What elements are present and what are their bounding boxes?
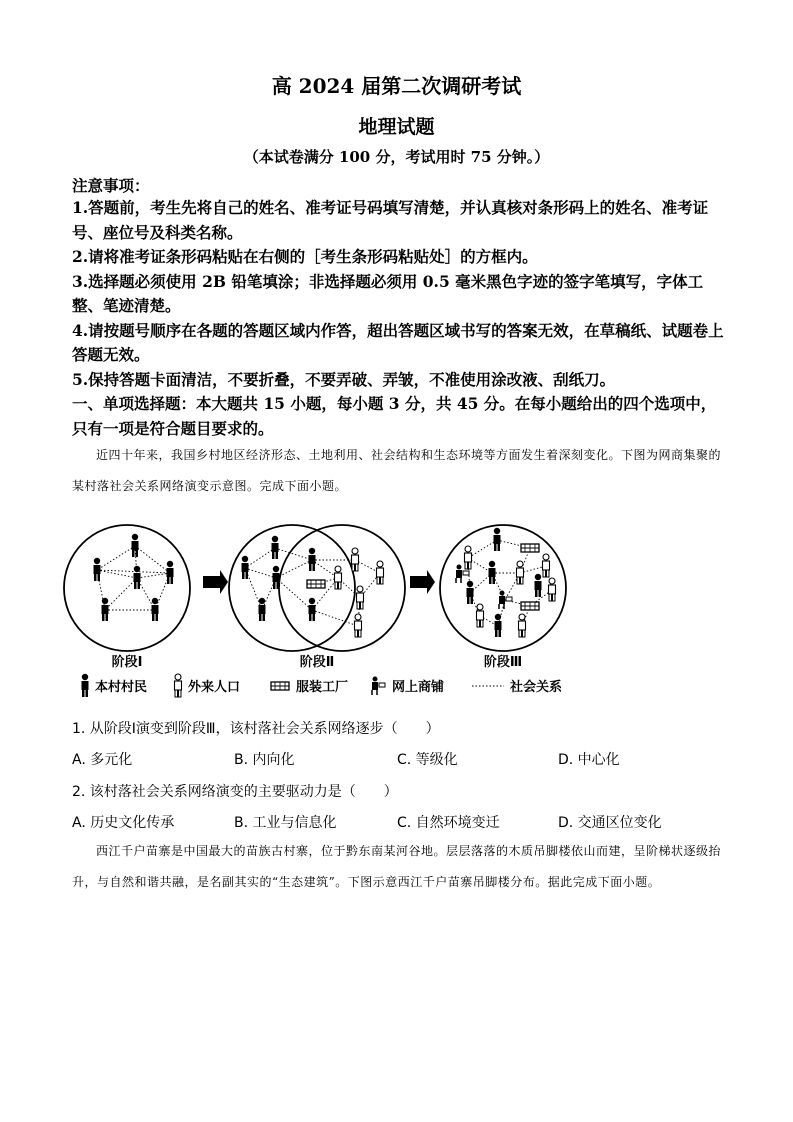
stage-label: 阶段Ⅰ: [111, 655, 143, 670]
question-1-option-c[interactable]: C. 等级化: [397, 752, 458, 768]
notice-heading: 注意事项：: [72, 176, 150, 195]
exam-title: 高 2024 届第二次调研考试: [271, 74, 522, 98]
question-1-option-d[interactable]: D. 中心化: [558, 752, 620, 768]
arrow-icon: [203, 570, 228, 594]
legend-relation: 社会关系: [510, 680, 563, 695]
question-2-option-c[interactable]: C. 自然环境变迁: [397, 815, 500, 831]
question-2-option-d[interactable]: D. 交通区位变化: [558, 815, 662, 831]
factory-icon: [271, 682, 289, 690]
question-2-option-b[interactable]: B. 工业与信息化: [234, 815, 337, 831]
figure-legend: [82, 674, 563, 697]
online-shop-icon: [372, 677, 385, 696]
notice-item: 4.请按题号顺序在各题的答题区域内作答，超出答题区域书写的答案无效，在草稿纸、试题卷上答题无效。: [72, 320, 724, 364]
legend-factory: 服装工厂: [296, 680, 349, 695]
local-villager-icon: [82, 674, 89, 697]
stage-2-network: [229, 525, 405, 651]
network-evolution-figure: [60, 518, 740, 703]
notice-item: 2.请将准考证条形码粘贴在右侧的［考生条形码粘贴处］的方框内。: [72, 247, 538, 266]
subject-title: 地理试题: [358, 116, 435, 138]
question-1-stem: 1. 从阶段Ⅰ演变到阶段Ⅲ，该村落社会关系网络逐步（ ）: [72, 721, 440, 737]
migrant-icon: [175, 674, 182, 697]
notice-item: 1.答题前，考生先将自己的姓名、准考证号码填写清楚，并认真核对条形码上的姓名、准考证号、座位号及科类名称。: [72, 198, 709, 242]
stage-label: 阶段Ⅱ: [299, 655, 335, 670]
question-2-stem: 2. 该村落社会关系网络演变的主要驱动力是（ ）: [72, 784, 398, 800]
legend-migrant: 外来人口: [188, 680, 241, 695]
stage-3-network: [440, 525, 566, 651]
stage-label: 阶段Ⅲ: [483, 655, 523, 670]
legend-shop: 网上商铺: [392, 680, 445, 695]
notice-item: 5.保持答题卡面清洁，不要折叠，不要弄破、弄皱，不准使用涂改液、刮纸刀。: [72, 369, 616, 389]
arrow-icon: [410, 570, 435, 594]
score-note: （本试卷满分 100 分，考试用时 75 分钟。）: [243, 148, 550, 166]
passage-miao-village: 西江千户苗寨是中国最大的苗族古村寨，位于黔东南某河谷地。层层落落的木质吊脚楼依山而建，呈阶梯状逐级抬升，与自然和谐共融，是名副其实的“生态建筑”。下图示意西江千户苗寨吊脚楼分布。据此完成下面小题。: [72, 844, 722, 889]
notice-item: 3.选择题必须使用 2B 铅笔填涂；非选择题必须用 0.5 毫米黑色字迹的签字笔填写，字体工整、笔迹清楚。: [72, 271, 704, 315]
question-1-option-a[interactable]: A. 多元化: [72, 752, 133, 768]
section-heading: 一、单项选择题：本大题共 15 小题，每小题 3 分，共 45 分。在每小题给出的四个选项中，只有一项是符合题目要求的。: [72, 394, 717, 438]
passage-village-network: 近四十年来，我国乡村地区经济形态、土地利用、社会结构和生态环境等方面发生着深刻变化。下图为网商集聚的某村落社会关系网络演变示意图。完成下面小题。: [72, 448, 722, 493]
notice-list: [72, 196, 724, 392]
question-2-option-a[interactable]: A. 历史文化传承: [72, 815, 175, 831]
stage-1-network: [64, 525, 190, 651]
question-1-option-b[interactable]: B. 内向化: [234, 752, 295, 768]
legend-local: 本村村民: [95, 680, 148, 695]
